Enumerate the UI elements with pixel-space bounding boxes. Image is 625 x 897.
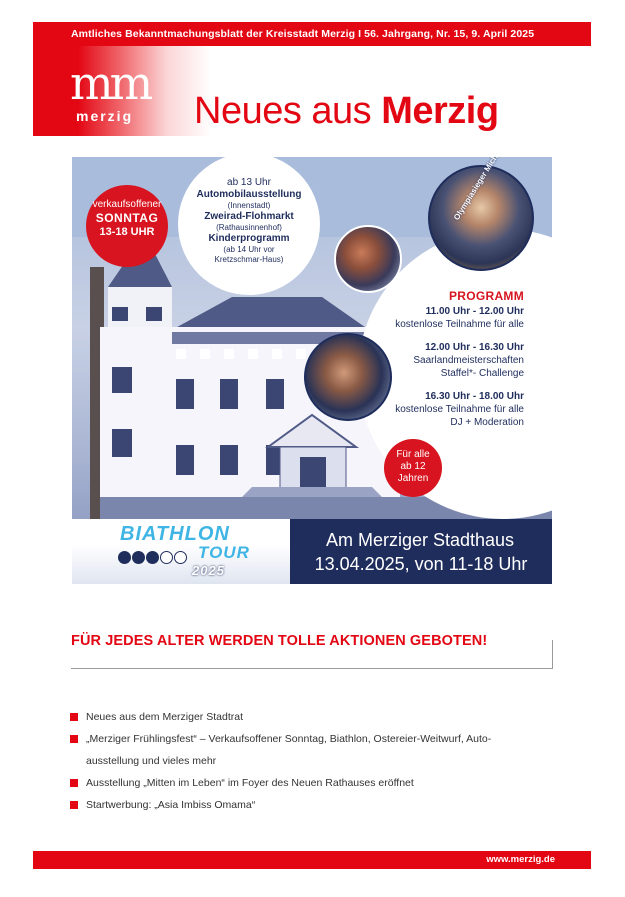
program-time: 12.00 Uhr - 16.30 Uhr <box>425 342 524 353</box>
title-bold: Merzig <box>381 90 499 132</box>
bubble-line5: (Rathausinnenhof) <box>216 223 282 232</box>
sunday-badge-line1: verkaufsoffener <box>92 199 162 210</box>
event-poster <box>72 157 552 584</box>
age-badge-line1: Für alle <box>396 449 430 460</box>
list-item <box>70 706 550 728</box>
list-item <box>70 772 550 794</box>
bullet-square-icon <box>70 779 78 787</box>
slogan: FÜR JEDES ALTER WERDEN TOLLE AKTIONEN GEBOTEN! <box>71 633 488 649</box>
list-item-text: Neues aus dem Merziger Stadtrat <box>86 711 243 723</box>
bullet-square-icon <box>70 735 78 743</box>
age-badge-line2: ab 12 <box>400 461 426 472</box>
program-desc: kostenlose Teilnahme für alle <box>395 319 524 330</box>
list-item-text-cont: ausstellung und vieles mehr <box>86 755 217 767</box>
year-word: 2025 <box>192 563 225 578</box>
bubble-line6: Kinderprogramm <box>208 233 290 244</box>
tour-word: TOUR <box>198 543 250 562</box>
list-item-text: Ausstellung „Mitten im Leben“ im Foyer des Neuen Rathauses eröffnet <box>86 777 414 789</box>
bubble-line4: Zweirad-Flohmarkt <box>204 211 294 222</box>
list-item <box>70 794 550 816</box>
events-bubble <box>178 157 320 295</box>
sunday-badge-line3: 13-18 UHR <box>99 226 155 238</box>
divider-vertical <box>552 640 553 669</box>
program-time: 16.30 Uhr - 18.00 Uhr <box>425 391 524 402</box>
title-regular: Neues aus <box>194 90 382 132</box>
bullet-square-icon <box>70 801 78 809</box>
logo-word: merzig <box>76 108 134 124</box>
bubble-line7: (ab 14 Uhr vor <box>223 245 275 254</box>
target-dots-icon <box>118 549 188 567</box>
list-item-text: „Merziger Frühlingsfest“ – Verkaufsoffener Sonntag, Biathlon, Ostereier-Weitwurf, Auto- <box>86 733 492 745</box>
bubble-line1: ab 13 Uhr <box>227 177 271 188</box>
venue-text: Am Merziger Stadthaus <box>325 530 515 550</box>
divider <box>71 668 553 669</box>
footer-bar <box>33 851 591 869</box>
age-badge <box>384 439 442 497</box>
bubble-line3: (Innenstadt) <box>227 201 271 210</box>
list-item <box>70 728 550 772</box>
program-desc: kostenlose Teilnahme für alle <box>395 404 524 415</box>
program-desc: Staffel*- Challenge <box>440 368 524 379</box>
bubble-line8: Kretzschmar-Haus) <box>214 255 284 264</box>
masthead-bar <box>33 22 591 46</box>
program-desc: Saarlandmeisterschaften <box>413 355 524 366</box>
program-time: 11.00 Uhr - 12.00 Uhr <box>425 306 524 317</box>
program-heading: PROGRAMM <box>448 289 524 303</box>
list-item-text: Startwerbung: „Asia Imbiss Omama“ <box>86 799 256 811</box>
merzig-logo <box>70 56 160 130</box>
masthead-line: Amtliches Bekanntmachungsblatt der Kreisstadt Merzig I 56. Jahrgang, Nr. 15, 9. April 2025 <box>71 28 535 40</box>
runners-photo <box>334 225 402 293</box>
page-title <box>194 88 499 134</box>
date-text: 13.04.2025, von 11-18 Uhr <box>314 554 528 574</box>
sunday-badge <box>86 185 168 267</box>
bullet-square-icon <box>70 713 78 721</box>
sunday-badge-line2: SONNTAG <box>95 211 159 225</box>
program-list <box>324 289 524 429</box>
bubble-line2: Automobilausstellung <box>196 189 302 200</box>
program-desc: DJ + Moderation <box>450 417 524 428</box>
biathlon-word: BIATHLON <box>120 523 230 545</box>
website-link[interactable]: www.merzig.de <box>486 854 555 865</box>
age-badge-line3: Jahren <box>397 473 429 484</box>
logo-mark: mm <box>70 56 150 110</box>
contents-list <box>70 706 550 816</box>
